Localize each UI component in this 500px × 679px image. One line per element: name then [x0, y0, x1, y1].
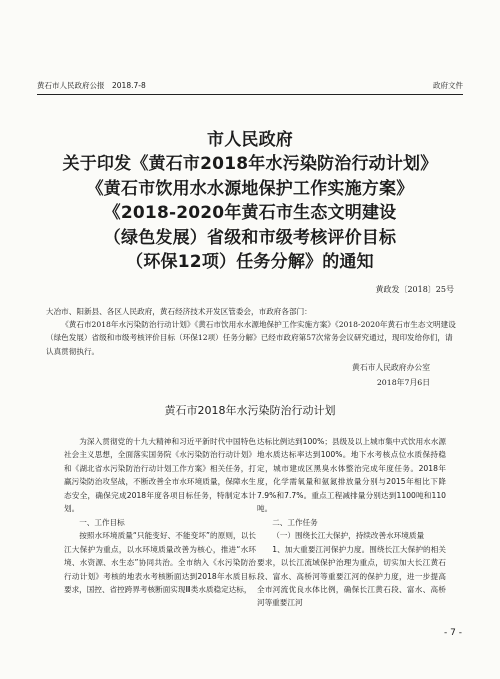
- header-publication: 黄石市人民政府公报 2018.7-8: [37, 81, 146, 90]
- header-rule: [37, 94, 463, 95]
- goals-paragraph: 按照水环境质量“只能变好、不能变坏”的原则，以长江大保护为重点，以水环境质量改善为核心，推进“水环境、水资源、水生态”协同共治。全市纳入《水污染防治行动计划》考核的地表水考核断面达到2018年水质目标要求，国控、省控跨界考核断面实现Ⅲ类水质稳定达标，: [64, 531, 256, 594]
- title-line: 关于印发《黄石市2018年水污染防治行动计划》: [62, 154, 438, 175]
- notice-body: [46, 305, 456, 358]
- document-title: [60, 128, 440, 274]
- issue-date: 2018年7月6日: [376, 378, 430, 387]
- right-column: [257, 435, 446, 610]
- heading-goals: 一、工作目标: [79, 517, 125, 527]
- title-line: （环保12项）任务分解》的通知: [126, 252, 374, 273]
- heading-tasks: 二、工作任务: [272, 517, 318, 527]
- title-line: 《2018-2020年黄石市生态文明建设: [103, 203, 397, 224]
- document-number: 黄政发〔2018〕25号: [375, 285, 454, 294]
- addressee: 大冶市、阳新县、各区人民政府，黄石经济技术开发区管委会，市政府各部门：: [46, 307, 312, 316]
- subheading-yangtze: （一）围绕长江大保护，持续改善水环境质量: [272, 531, 425, 541]
- section-title: 黄石市2018年水污染防治行动计划: [164, 404, 336, 417]
- page-number: - 7 -: [444, 628, 462, 638]
- notice-paragraph: 《黄石市2018年水污染防治行动计划》《黄石市饮用水水源地保护工作实施方案》《2018-2020年黄石市生态文明建设（绿色发展）省级和市级考核评价目标（环保12项）任务分解》已经市政府第57次常务会议研究通过，现印发给你们，请认真贯彻执行。: [46, 320, 456, 356]
- header-section: 政府文件: [433, 81, 463, 90]
- left-column: [64, 435, 256, 596]
- goals-continued: 达标比例达到100%；县级及以上城市集中式饮用水水源地水质达标率达到100%。地下水考核点位水质保持稳定，城市建成区黑臭水体整治完成年度任务。2018年度，化学需氧量和氨氮排放量分别与2015年相比下降7.9%和7.7%。重点工程减排量分别达到1100吨和110吨。: [257, 437, 446, 514]
- title-line: 市人民政府: [207, 130, 293, 150]
- title-line: 《黄石市饮用水水源地保护工作实施方案》: [86, 178, 414, 199]
- signature: 黄石市人民政府办公室: [352, 363, 430, 372]
- title-line: （绿色发展）省级和市级考核评价目标: [103, 227, 397, 248]
- intro-paragraph: 为深入贯彻党的十九大精神和习近平新时代中国特色社会主义思想，全面落实国务院《水污染防治行动计划》和《湖北省水污染防治行动计划工作方案》相关任务，打赢污染防治攻坚战，不断改善全市水环境质量，保障水生态安全，确保完成2018年度各项目标任务，特制定本计划。: [64, 437, 256, 514]
- running-header: [37, 80, 463, 94]
- task-item-1: 1、加大重要江河保护力度。围绕长江大保护的相关要求，以长江流域保护治理为重点，切实加大长江黄石段、富水、高桥河等重要江河的保护力度，进一步提高全市河流优良水体比例，确保长江黄石段、富水、高桥河等重要江河: [257, 544, 446, 608]
